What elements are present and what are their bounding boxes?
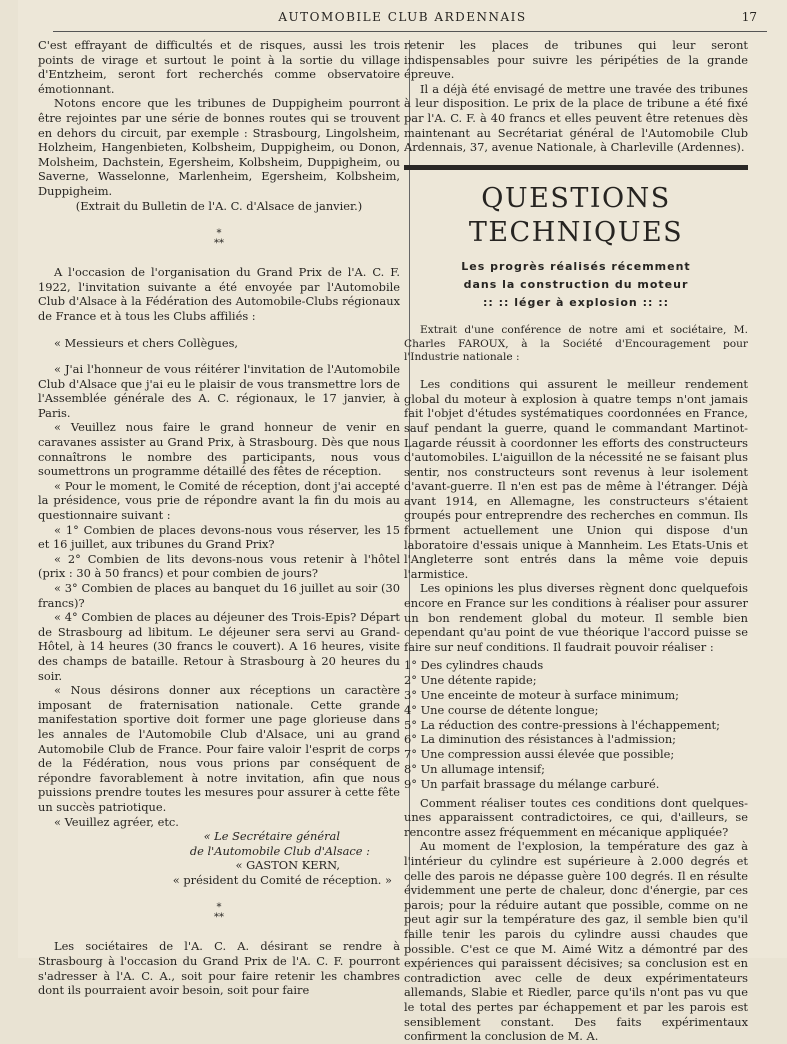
condition-item: 4° Une course de détente longue; — [404, 702, 599, 717]
subtitle-line: Les progrès réalisés récemment — [461, 259, 691, 273]
paragraph: Les sociétaires de l'A. C. A. désirant se rendre à Strasbourg à l'occasion du Grand Prix de l'A. C. F. pourront s'adresser à l'A. C. A., soit pour faire retenir les chambres dont ils pourraient avoir besoin, soit pour faire — [38, 939, 400, 998]
signature-name: « GASTON KERN, — [235, 858, 340, 873]
paragraph: A l'occasion de l'organisation du Grand Prix de l'A. C. F. 1922, l'invitation suivante a été envoyée par l'Automobile Club d'Alsace à la Fédération des Automobile-Clubs régionaux de France et à tous les Clubs affiliés : — [38, 265, 400, 323]
section-asterism: * ** — [214, 228, 224, 250]
conditions-list — [404, 658, 766, 791]
paragraph: C'est effrayant de difficultés et de risques, aussi les trois points de virage et surtout le point à la sortie du village d'Entzheim, seront fort recherchés comme observatoire émotionnant. — [38, 38, 400, 96]
condition-item: 9° Un parfait brassage du mélange carburé. — [404, 776, 660, 791]
signature-line: « Le Secrétaire général — [203, 829, 340, 844]
question-item: « 3° Combien de places au banquet du 16 juillet au soir (30 francs)? — [38, 581, 400, 610]
left-column — [38, 38, 400, 998]
section-rule — [404, 165, 748, 170]
subtitle-line: dans la construction du moteur — [463, 277, 689, 291]
condition-item: 1° Des cylindres chauds — [404, 658, 544, 673]
paragraph: Au moment de l'explosion, la température des gaz à l'intérieur du cylindre est supérieure à 2.000 degrés et celle des parois ne dépasse guère 100 degrés. Il en résulte évidemment une perte de chaleur, donc d'énergie, par ces parois; pour la réduire autant que possible, comme on ne peut agir sur la température des gaz, il semble bien qu'il faille tenir les parois du cylindre aussi chaudes que possible. C'est ce que M. Aimé Witz a démontré par des expériences qui paraissent décisives; sa conclusion est en contradiction avec celle de deux expérimentateurs allemands, Slabie et Riedler, parce qu'ils n'ont pas vu que le total des pertes par échappement et par les parois est sensiblement constant. Des faits expérimentaux confirment la conclusion de M. A. — [404, 839, 748, 1044]
article-subtitle — [404, 258, 748, 312]
header-rule — [53, 31, 767, 32]
condition-item: 7° Une compression aussi élevée que possible; — [404, 747, 675, 762]
paragraph: « Pour le moment, le Comité de réception, dont j'ai accepté la présidence, vous prie de répondre avant la fin du mois au questionnaire suivant : — [38, 478, 400, 523]
paragraph: « Nous désirons donner aux réceptions un caractère imposant de fraternisation nationale. Cette grande manifestation sportive doit former une page glorieuse dans les annales de l'Automobile Club d'Alsace, uni au grand Automobile Club de France. Pour faire valoir l'esprit de corps de la Fédération, nous vous prions par conséquent de répondre favorablement à notre invitation, afin que nous puissions prendre toutes les mesures pour assurer à cette fête un succès patriotique. — [38, 683, 400, 814]
paragraph: « Veuillez nous faire le grand honneur de venir en caravanes assister au Grand Prix, à Strasbourg. Dès que nous connaîtrons le nombre des participants, nous vous soumettrons un programme détaillé des fêtes de réception. — [38, 420, 400, 479]
paragraph: Notons encore que les tribunes de Duppigheim pourront être rejointes par une série de bonnes routes qui se trouvent en dehors du circuit, par exemple : Strasbourg, Lingolsheim, Holzheim, Hangenbieten, Kolbsheim, Duppigheim, ou Donon, Molsheim, Dachstein, Egersheim, Kolbsheim, Duppigheim, ou Saverne, Wasselonne, Marlenheim, Egersheim, Kolbsheim, Duppigheim. — [38, 96, 400, 198]
question-item: « 2° Combien de lits devons-nous vous retenir à l'hôtel (prix : 30 à 50 francs) et pour combien de jours? — [38, 551, 400, 581]
page-number: 17 — [741, 10, 757, 24]
page — [18, 0, 787, 1044]
condition-item: 2° Une détente rapide; — [404, 673, 537, 688]
closing: « Veuillez agréer, etc. — [54, 814, 179, 829]
condition-item: 6° La diminution des résistances à l'admission; — [404, 732, 677, 747]
header-title: AUTOMOBILE CLUB ARDENNAIS — [278, 10, 527, 24]
signature-line: de l'Automobile Club d'Alsace : — [189, 843, 370, 858]
section-asterism: * ** — [214, 902, 224, 924]
salutation: « Messieurs et chers Collègues, — [54, 335, 239, 350]
paragraph: Les opinions les plus diverses règnent donc quelquefois encore en France sur les conditions à réaliser pour assurer un bon rendement global du moteur. Il semble bien cependant qu'au point de vue théorique l'accord puisse se faire sur neuf conditions. Il faudrait pouvoir réaliser : — [404, 581, 748, 654]
section-title: QUESTIONS TECHNIQUES — [468, 182, 684, 248]
paragraph: Il a déjà été envisagé de mettre une travée des tribunes à leur disposition. Le prix de la place de tribune a été fixé par l'A. C. F. à 40 francs et elles peuvent être retenues dès maintenant au Secrétariat général de l'Automobile Club Ardennais, 37, avenue Nationale, à Charleville (Ardennes). — [404, 81, 748, 155]
right-column — [404, 38, 766, 1044]
article-intro: Extrait d'une conférence de notre ami et sociétaire, M. Charles FAROUX, à la Société d'Encouragement pour l'Industrie nationale : — [404, 323, 748, 364]
paragraph: retenir les places de tribunes qui leur seront indispensables pour suivre les péripéties de la grande épreuve. — [404, 38, 748, 82]
subtitle-line: :: :: léger à explosion :: :: — [482, 295, 670, 309]
question-item: « 4° Combien de places au déjeuner des Trois-Epis? Départ de Strasbourg ad libitum. Le déjeuner sera servi au Grand-Hôtel, à 14 heures (30 francs le couvert). A 16 heures, visite des champs de bataille. Retour à Strasbourg à 20 heures du soir. — [38, 610, 400, 683]
signature-title: « président du Comité de réception. » — [172, 872, 392, 887]
paragraph: « J'ai l'honneur de vous réitérer l'invitation de l'Automobile Club d'Alsace que j'ai eu le plaisir de vous transmettre lors de l'Assemblée générale des A. C. régionaux, le 17 janvier, à Paris. — [38, 362, 400, 420]
condition-item: 3° Une enceinte de moteur à surface minimum; — [404, 688, 679, 703]
condition-item: 8° Un allumage intensif; — [404, 762, 545, 776]
source-note: (Extrait du Bulletin de l'A. C. d'Alsace de janvier.) — [75, 198, 363, 213]
paragraph: Les conditions qui assurent le meilleur rendement global du moteur à explosion à quatre temps n'ont jamais fait l'objet d'études systématiques coordonnées en France, sauf pendant la guerre, quand le commandant Martinot-Lagarde réussit à coordonner les efforts des constructeurs d'automobiles. L'aiguillon de la nécessité ne se faisant plus sentir, nos constructeurs sont revenus à leur isolement d'avant-guerre. Il n'en est pas de même à l'étranger. Déjà avant 1914, en Allemagne, les constructeurs s'étaient groupés pour entreprendre des recherches en commun. Ils forment actuellement une Union qui dispose d'un laboratoire d'essais unique à Mannheim. Les Etats-Unis et l'Angleterre sont entrés dans la même voie depuis l'armistice. — [404, 377, 748, 581]
running-header — [18, 10, 787, 32]
paragraph: Comment réaliser toutes ces conditions dont quelques-unes apparaissent contradictoires, ce qui, d'ailleurs, se rencontre assez fréquemment en mécanique appliquée? — [404, 795, 748, 839]
condition-item: 5° La réduction des contre-pressions à l'échappement; — [404, 717, 720, 732]
question-item: « 1° Combien de places devons-nous vous réserver, les 15 et 16 juillet, aux tribunes du Grand Prix? — [38, 522, 400, 552]
